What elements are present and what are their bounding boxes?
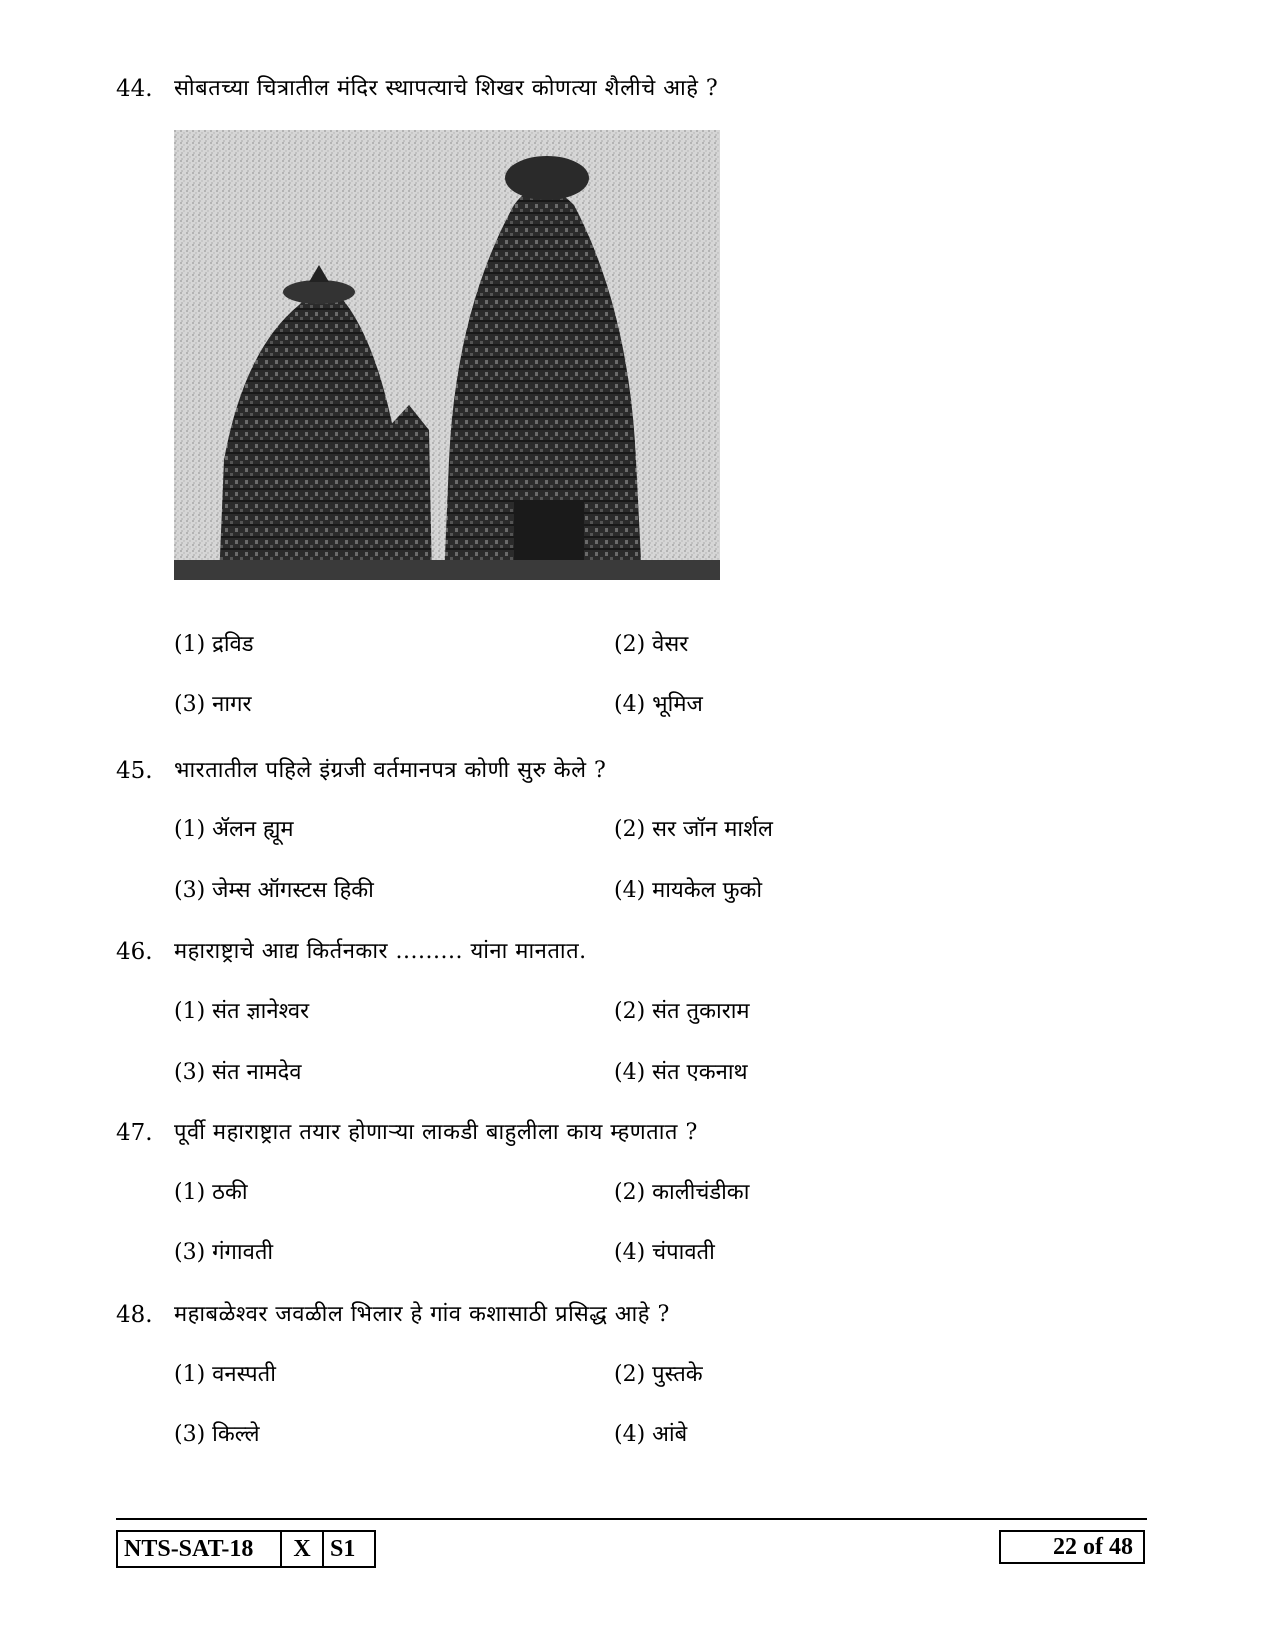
footer-divider: [116, 1518, 1147, 1520]
option-2[interactable]: (2) संत तुकाराम: [614, 999, 750, 1024]
option-1[interactable]: (1) वनस्पती: [174, 1362, 276, 1387]
question-number: 47.: [116, 1120, 153, 1146]
option-3[interactable]: (3) किल्ले: [174, 1422, 260, 1447]
option-4[interactable]: (4) आंबे: [614, 1422, 688, 1447]
temple-shikhara-icon: [174, 130, 720, 580]
option-1[interactable]: (1) ठकी: [174, 1180, 248, 1205]
page-number: 22 of 48: [999, 1530, 1145, 1564]
option-3[interactable]: (3) जेम्स ऑगस्टस हिकी: [174, 878, 374, 903]
footer-code-box: [116, 1530, 376, 1568]
question-44: [116, 74, 718, 104]
option-2[interactable]: (2) पुस्तके: [614, 1362, 703, 1387]
option-3[interactable]: (3) संत नामदेव: [174, 1060, 302, 1085]
question-number: 46.: [116, 939, 153, 965]
option-4[interactable]: (4) भूमिज: [614, 692, 703, 717]
option-4[interactable]: (4) मायकेल फुको: [614, 878, 763, 903]
option-2[interactable]: (2) वेसर: [614, 632, 689, 657]
paper-code: NTS-SAT-18: [118, 1532, 282, 1566]
question-number: 48.: [116, 1302, 153, 1328]
option-3[interactable]: (3) गंगावती: [174, 1240, 274, 1265]
question-text: भारतातील पहिले इंग्रजी वर्तमानपत्र कोणी सुरु केले ?: [174, 758, 607, 783]
question-text: महाराष्ट्राचे आद्य किर्तनकार ......... यांना मानतात.: [174, 939, 587, 964]
option-1[interactable]: (1) ॲलन ह्यूम: [174, 817, 294, 842]
temple-photo: [174, 130, 720, 580]
question-text: महाबळेश्वर जवळील भिलार हे गांव कशासाठी प्रसिद्ध आहे ?: [174, 1302, 670, 1327]
question-number: 45.: [116, 758, 153, 784]
question-number: 44.: [116, 76, 153, 102]
question-45: [116, 756, 606, 786]
question-46: [116, 937, 587, 967]
option-1[interactable]: (1) संत ज्ञानेश्वर: [174, 999, 310, 1024]
question-48: [116, 1300, 670, 1330]
option-2[interactable]: (2) कालीचंडीका: [614, 1180, 750, 1205]
option-3[interactable]: (3) नागर: [174, 692, 252, 717]
option-4[interactable]: (4) संत एकनाथ: [614, 1060, 748, 1085]
question-text: पूर्वी महाराष्ट्रात तयार होणाऱ्या लाकडी बाहुलीला काय म्हणतात ?: [174, 1120, 698, 1145]
option-2[interactable]: (2) सर जॉन मार्शल: [614, 817, 773, 842]
question-47: [116, 1118, 698, 1148]
class-label: X: [282, 1532, 324, 1566]
option-4[interactable]: (4) चंपावती: [614, 1240, 715, 1265]
option-1[interactable]: (1) द्रविड: [174, 632, 254, 657]
question-text: सोबतच्या चित्रातील मंदिर स्थापत्याचे शिखर कोणत्या शैलीचे आहे ?: [174, 76, 719, 101]
set-label: S1: [330, 1535, 356, 1562]
